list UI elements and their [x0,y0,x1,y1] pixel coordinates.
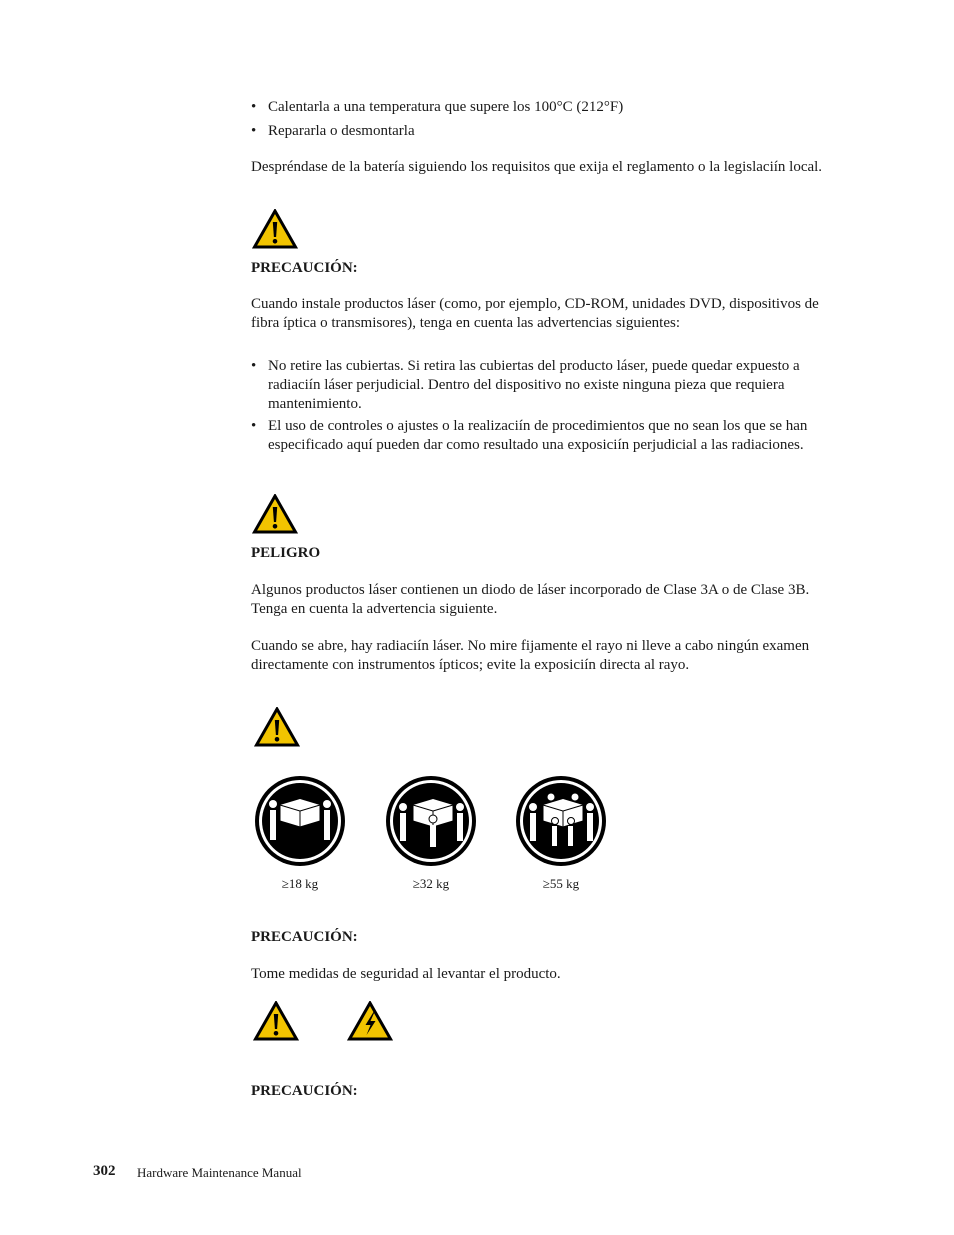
caution-heading: PRECAUCIÓN: [251,260,358,276]
bullet-text: Calentarla a una temperatura que supere los 100°C (212°F) [268,99,624,115]
laser-danger-paragraph-2: Cuando se abre, hay radiaciín láser. No mire fijamente el rayo ni lleve a cabo ningún examen directamente con instrumentos ípticos; evite la exposiciín directa al rayo. [251,638,810,673]
three-person-lift-icon [385,775,477,867]
bullet-text: No retire las cubiertas. Si retira las cubiertas del producto láser, puede quedar expuesto a radiaciín láser perjudicial. Dentro del dispositivo no existe ninguna pieza que requiera mantenimiento. [268,358,800,412]
bullet: • [251,358,257,374]
list-item [251,98,843,117]
bullet: • [251,418,257,434]
lifting-paragraph: Tome medidas de seguridad al levantar el producto. [251,966,561,982]
bullet: • [251,123,257,139]
page-number: 302 [93,1163,116,1179]
bullet-text: Repararla o desmontarla [268,123,415,139]
weight-label: ≥32 kg [412,876,450,891]
weight-label: ≥18 kg [281,876,319,891]
caution-heading: PRECAUCIÓN: [251,1083,358,1099]
four-person-lift-icon [515,775,607,867]
warning-triangle-icon [253,1001,299,1041]
list-item [251,122,843,141]
weight-label: ≥55 kg [542,876,580,891]
bullet-text: El uso de controles o ajustes o la realizaciín de procedimientos que no sean los que se han especificado aquí pueden dar como resultado una exposiciín perjudicial a las radiaciones. [268,418,808,453]
list-item [251,417,843,474]
warning-triangle-icon [252,494,298,534]
electrical-hazard-icon [347,1001,393,1041]
list-item [251,357,843,414]
caution-heading: PRECAUCIÓN: [251,929,358,945]
manual-title: Hardware Maintenance Manual [137,1165,302,1180]
warning-triangle-icon [252,209,298,249]
laser-intro-paragraph: Cuando instale productos láser (como, por ejemplo, CD-ROM, unidades DVD, dispositivos de fibra íptica o transmisores), tenga en cuenta las advertencias siguientes: [251,296,819,331]
laser-danger-paragraph-1: Algunos productos láser contienen un diodo de láser incorporado de Clase 3A o de Clase 3B. Tenga en cuenta la advertencia siguiente. [251,582,810,617]
bullet: • [251,99,257,115]
battery-disposal-paragraph: Despréndase de la batería siguiendo los requisitos que exija el reglamento o la legislaciín local. [251,159,823,175]
danger-heading: PELIGRO [251,545,321,561]
warning-triangle-icon [254,707,300,747]
two-person-lift-icon [254,775,346,867]
